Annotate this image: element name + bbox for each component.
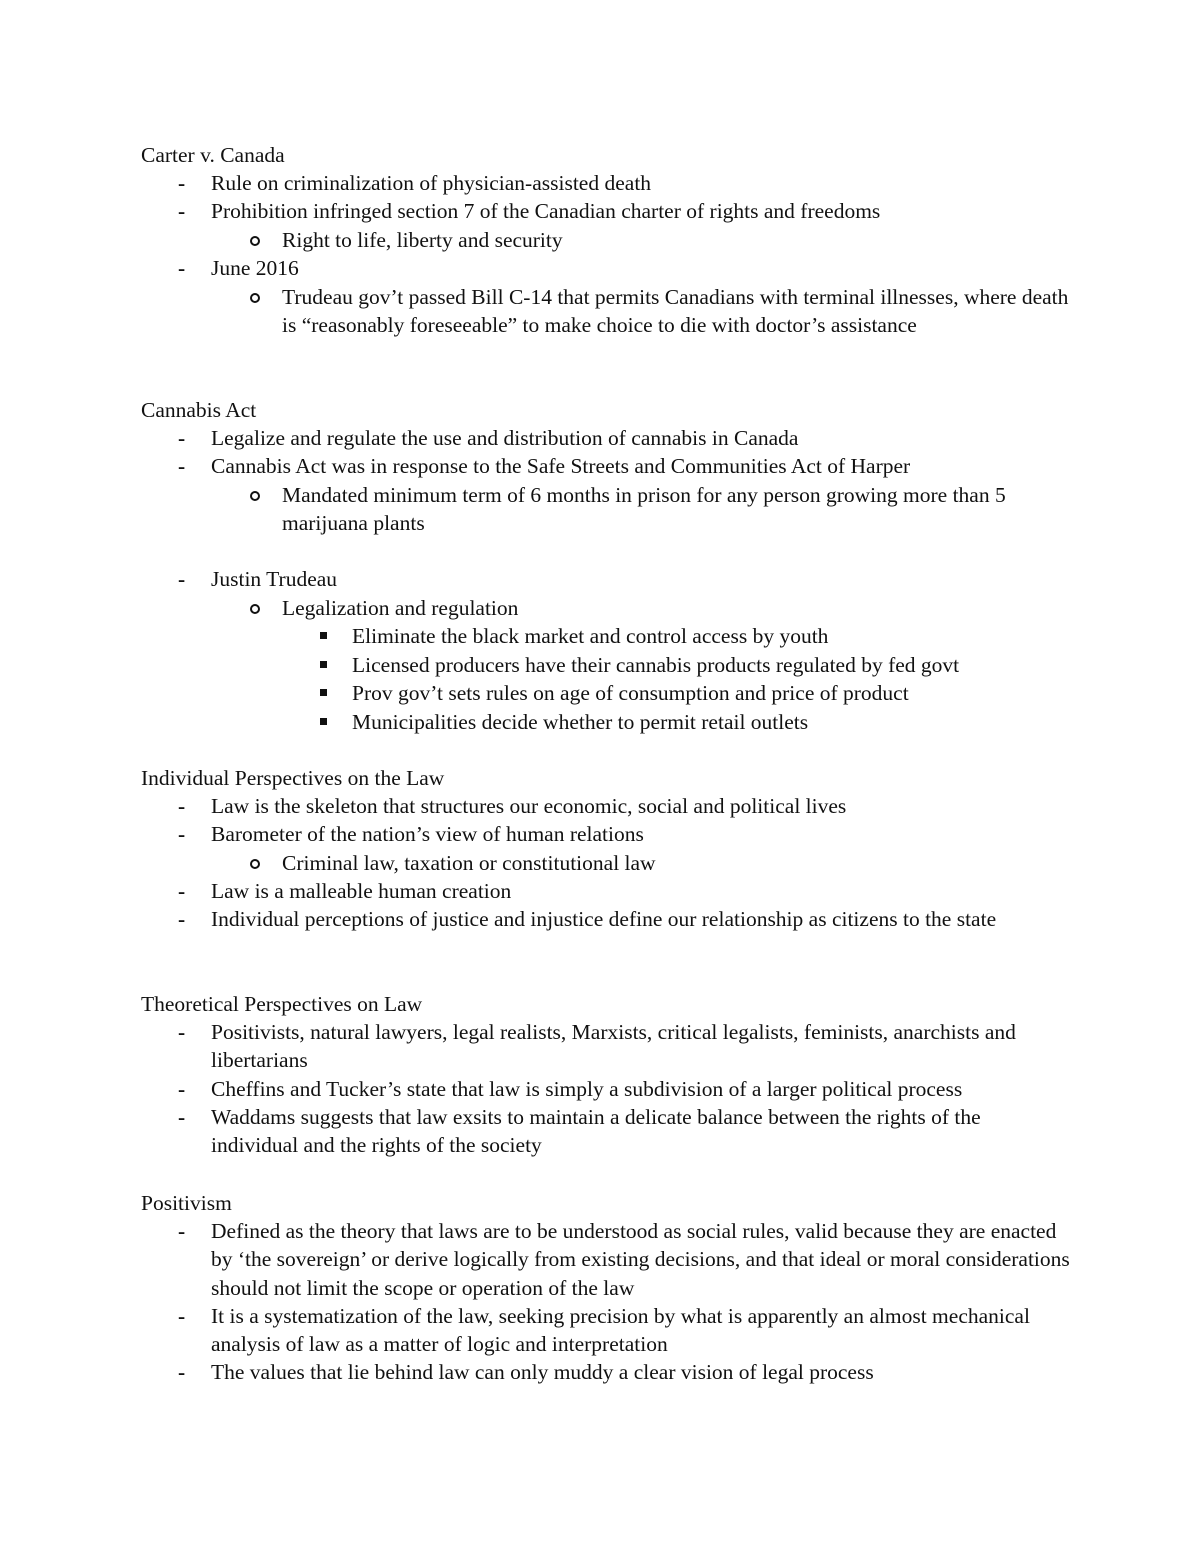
dash-bullet: -: [178, 454, 186, 478]
list-item-text: Law is the skeleton that structures our economic, social and political lives: [211, 794, 847, 818]
list-item: [178, 792, 1071, 820]
list-item-text: Trudeau gov’t passed Bill C-14 that permits Canadians with terminal illnesses, where death is “reasonably foreseeable” to make choice to die with doctor’s assistance: [282, 285, 1069, 338]
list-item: [352, 679, 1072, 707]
dash-bullet: -: [178, 879, 186, 903]
list-item: [178, 254, 1071, 282]
circle-bullet-icon: [250, 293, 260, 303]
list-item-text: Municipalities decide whether to permit retail outlets: [352, 710, 809, 734]
list-item-text: Rule on criminalization of physician-assisted death: [211, 171, 652, 195]
section-title: Theoretical Perspectives on Law: [141, 992, 423, 1016]
dash-bullet: -: [178, 1020, 186, 1044]
list-item: [282, 226, 1072, 254]
list-item-text: Criminal law, taxation or constitutional law: [282, 851, 656, 875]
square-bullet-icon: [320, 718, 327, 725]
list-item: [178, 1302, 1071, 1359]
dash-bullet: -: [178, 1105, 186, 1129]
dash-bullet: -: [178, 1304, 186, 1328]
list-item: [282, 594, 1072, 622]
dash-bullet: -: [178, 822, 186, 846]
list-item-text: Legalization and regulation: [282, 596, 519, 620]
list-item-text: Waddams suggests that law exsits to maintain a delicate balance between the rights of the individual and the rights of the society: [211, 1105, 981, 1158]
list-item-text: Positivists, natural lawyers, legal realists, Marxists, critical legalists, feminists, anarchists and libertarians: [211, 1020, 1016, 1073]
list-item: [178, 1217, 1071, 1302]
dash-bullet: -: [178, 256, 186, 280]
dash-bullet: -: [178, 199, 186, 223]
list-item: [178, 1018, 1071, 1075]
dash-bullet: -: [178, 171, 186, 195]
list-item: [282, 481, 1072, 538]
list-item: [178, 452, 1071, 480]
list-item-text: The values that lie behind law can only muddy a clear vision of legal process: [211, 1360, 874, 1384]
section-title: Cannabis Act: [141, 398, 257, 422]
list-item: [282, 849, 1072, 877]
dash-bullet: -: [178, 907, 186, 931]
section-title: Carter v. Canada: [141, 143, 285, 167]
list-item-text: Law is a malleable human creation: [211, 879, 512, 903]
list-item-text: Defined as the theory that laws are to be understood as social rules, valid because they are enacted by ‘the sovereign’ or derive logically from existing decisions, and that ideal or moral considerations should not limit the scope or operation of the law: [211, 1219, 1070, 1300]
dash-bullet: -: [178, 1219, 186, 1243]
list-item-text: June 2016: [211, 256, 299, 280]
list-item-text: Prohibition infringed section 7 of the Canadian charter of rights and freedoms: [211, 199, 881, 223]
list-item-text: Cannabis Act was in response to the Safe Streets and Communities Act of Harper: [211, 454, 911, 478]
dash-bullet: -: [178, 1360, 186, 1384]
list-item: [352, 708, 1072, 736]
list-item: [178, 565, 1071, 593]
circle-bullet-icon: [250, 604, 260, 614]
list-item: [352, 651, 1072, 679]
list-item: [178, 820, 1071, 848]
circle-bullet-icon: [250, 859, 260, 869]
list-item: [178, 1103, 1071, 1160]
list-item-text: Mandated minimum term of 6 months in prison for any person growing more than 5 marijuana plants: [282, 483, 1006, 536]
list-item: [178, 877, 1071, 905]
list-item-text: Cheffins and Tucker’s state that law is simply a subdivision of a larger political process: [211, 1077, 963, 1101]
list-item: [282, 283, 1072, 340]
section-title: Positivism: [141, 1191, 232, 1215]
list-item: [178, 905, 1071, 933]
list-item-text: Individual perceptions of justice and injustice define our relationship as citizens to the state: [211, 907, 997, 931]
dash-bullet: -: [178, 426, 186, 450]
list-item: [178, 197, 1071, 225]
list-item-text: It is a systematization of the law, seeking precision by what is apparently an almost mechanical analysis of law as a matter of logic and interpretation: [211, 1304, 1030, 1357]
list-item-text: Licensed producers have their cannabis products regulated by fed govt: [352, 653, 960, 677]
dash-bullet: -: [178, 1077, 186, 1101]
list-item-text: Prov gov’t sets rules on age of consumption and price of product: [352, 681, 909, 705]
dash-bullet: -: [178, 567, 186, 591]
list-item-text: Legalize and regulate the use and distribution of cannabis in Canada: [211, 426, 799, 450]
list-item: [178, 1358, 1071, 1386]
square-bullet-icon: [320, 689, 327, 696]
list-item-text: Eliminate the black market and control access by youth: [352, 624, 829, 648]
list-item: [178, 1075, 1071, 1103]
list-item: [178, 169, 1071, 197]
square-bullet-icon: [320, 661, 327, 668]
circle-bullet-icon: [250, 236, 260, 246]
list-item-text: Barometer of the nation’s view of human relations: [211, 822, 644, 846]
list-item: [352, 622, 1072, 650]
list-item-text: Right to life, liberty and security: [282, 228, 563, 252]
circle-bullet-icon: [250, 491, 260, 501]
square-bullet-icon: [320, 632, 327, 639]
list-item-text: Justin Trudeau: [211, 567, 338, 591]
dash-bullet: -: [178, 794, 186, 818]
list-item: [178, 424, 1071, 452]
section-title: Individual Perspectives on the Law: [141, 766, 445, 790]
